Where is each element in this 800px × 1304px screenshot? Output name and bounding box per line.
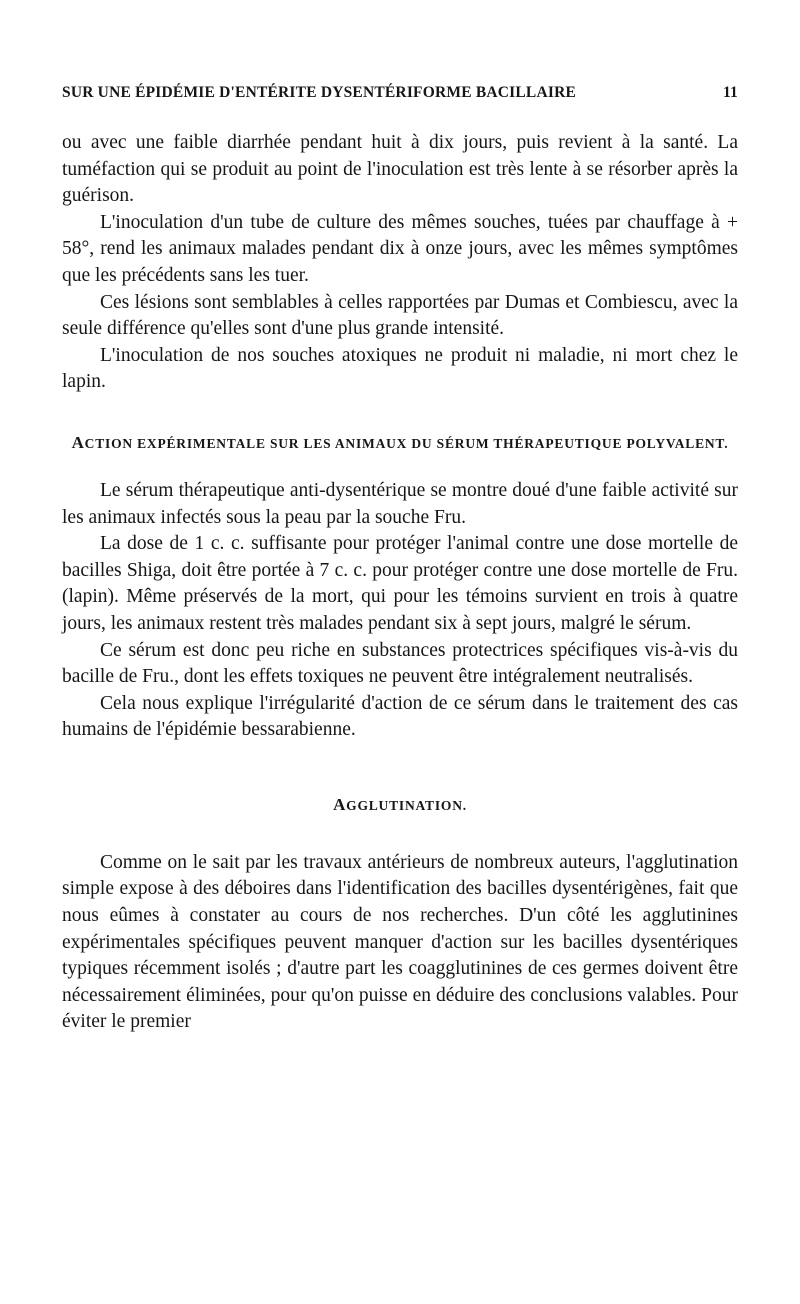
heading-initial: A [71,432,85,452]
section-heading-agglutination [62,792,738,818]
paragraph: Le sérum thérapeutique anti-dysentérique se montre doué d'une faible activité sur les animaux infectés sous la peau par la souche Fru. [62,479,738,528]
text-block-serum [62,478,738,744]
text-block-agglutination [62,850,738,1036]
text-block-intro [62,130,738,396]
paragraph: Cela nous explique l'irrégularité d'action de ce sérum dans le traitement des cas humains de l'épidémie bessarabienne. [62,692,738,741]
running-head [62,84,738,108]
section-heading-serum [62,430,738,456]
heading-text: GGLUTINATION. [346,797,467,813]
paragraph: Ces lésions sont semblables à celles rapportées par Dumas et Combiescu, avec la seule différence qu'elles sont d'une plus grande intensité. [62,291,738,340]
paragraph: Ce sérum est donc peu riche en substances protectrices spécifiques vis-à-vis du bacille de Fru., dont les effets toxiques ne peuvent être intégralement neutralisés. [62,639,738,688]
paragraph: Comme on le sait par les travaux antérieurs de nombreux auteurs, l'agglutination simple expose à des déboires dans l'identification des bacilles dysentérigènes, fait que nous eûmes à constater au cours de nos recherches. D'un côté les agglutinines expérimentales spécifiques peuvent manquer d'action sur les bacilles dysentériques typiques récemment isolés ; d'autre part les coagglutinines de ces germes doivent être nécessairement éliminées, pour qu'on puisse en déduire des conclusions valables. Pour éviter le premier [62,851,738,1033]
running-title: SUR UNE ÉPIDÉMIE D'ENTÉRITE DYSENTÉRIFORME BACILLAIRE [62,84,577,101]
page-number: 11 [722,84,738,101]
paragraph: L'inoculation d'un tube de culture des mêmes souches, tuées par chauffage à + 58°, rend les animaux malades pendant dix à onze jours, avec les mêmes symptômes que les précédents sans les tuer. [62,211,738,286]
heading-initial: A [333,794,347,814]
paragraph: ou avec une faible diarrhée pendant huit à dix jours, puis revient à la santé. La tuméfaction qui se produit au point de l'inoculation est très lente à se résorber après la guérison. [62,132,738,207]
paragraph: La dose de 1 c. c. suffisante pour protéger l'animal contre une dose mortelle de bacilles Shiga, doit être portée à 7 c. c. pour protéger contre une dose mortelle de Fru. (lapin). Même préservés de la mort, qui pour les témoins survient en trois à quatre jours, les animaux restent très malades pendant six à sept jours, malgré le sérum. [62,533,738,634]
paragraph: L'inoculation de nos souches atoxiques ne produit ni maladie, ni mort chez le lapin. [62,344,738,393]
heading-text: CTION EXPÉRIMENTALE SUR LES ANIMAUX DU SÉRUM THÉRAPEUTIQUE POLYVALENT. [84,435,729,451]
document-page [62,84,738,1036]
